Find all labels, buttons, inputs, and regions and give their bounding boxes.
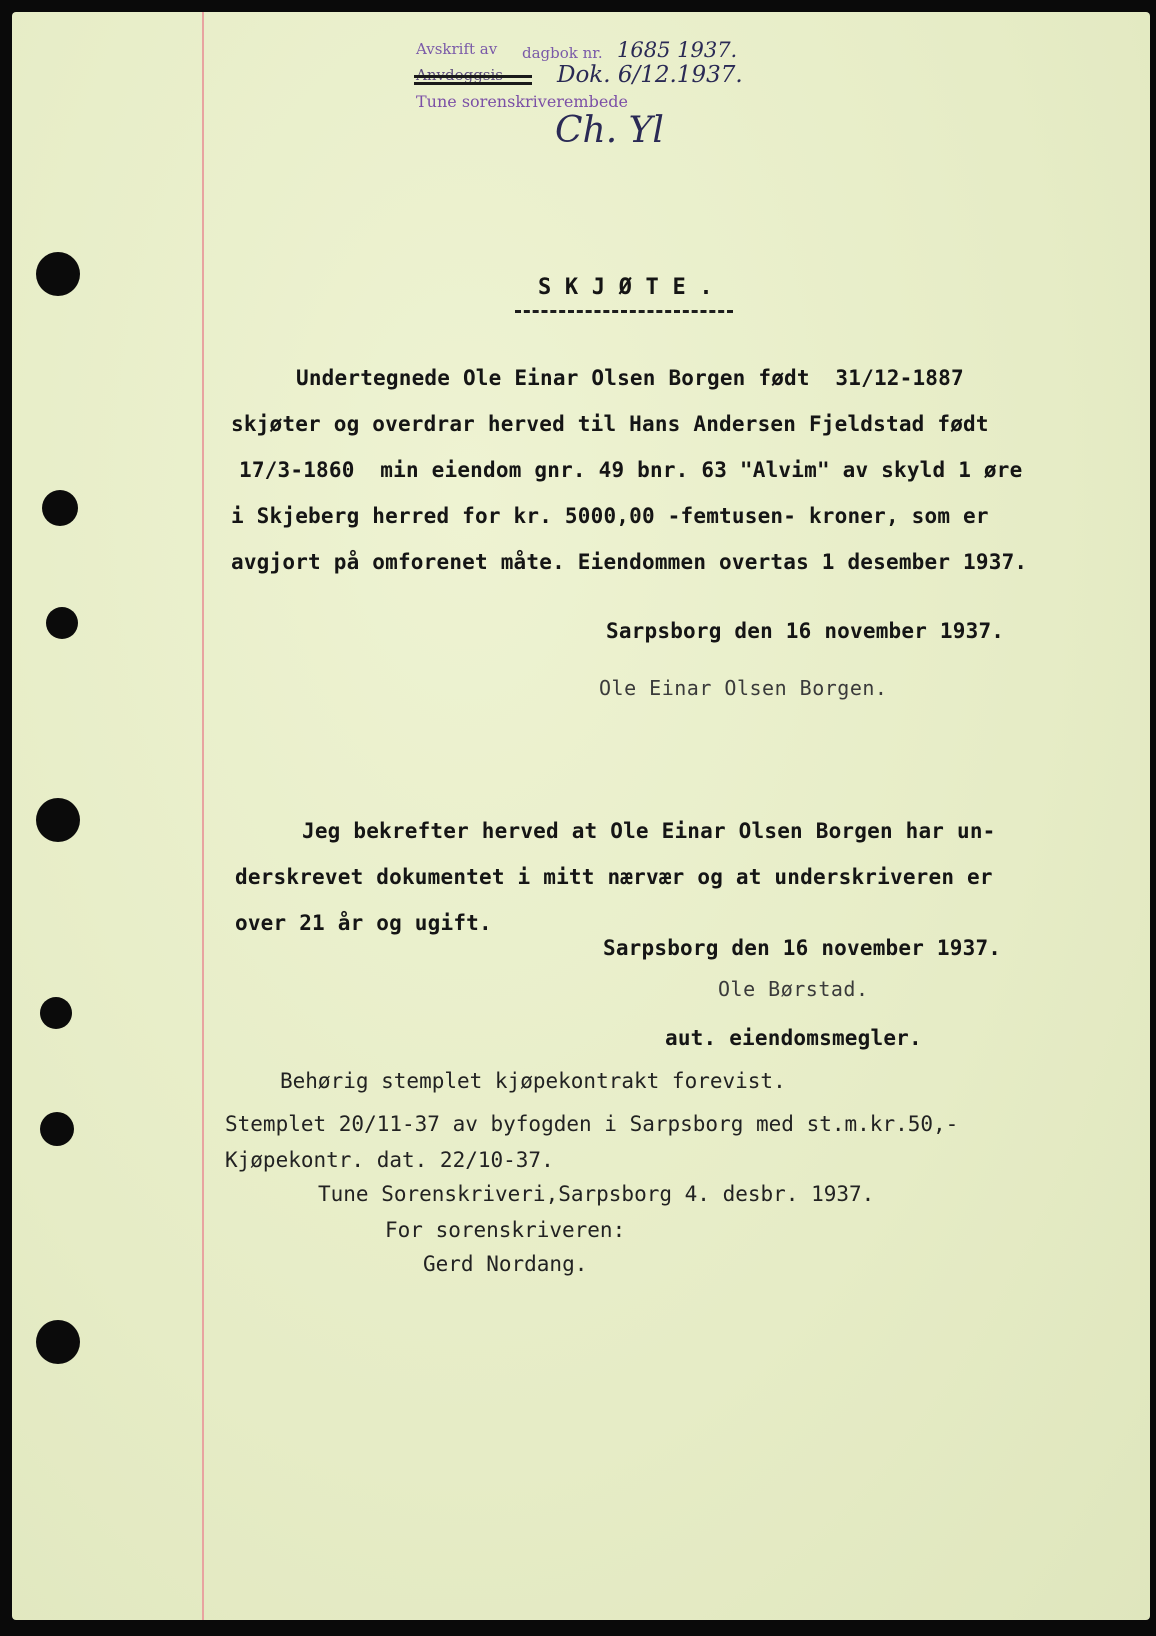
document-title: S K J Ø T E . — [538, 275, 713, 300]
signature-2-title: aut. eiendomsmegler. — [665, 1026, 922, 1050]
punch-hole — [40, 1112, 74, 1146]
stamp-line-1: Avskrift av — [416, 40, 498, 58]
punch-hole — [40, 997, 72, 1029]
strike-through — [414, 75, 532, 78]
place-date-2: Sarpsborg den 16 november 1937. — [603, 936, 1002, 960]
registry-note-line: For sorenskriveren: — [385, 1218, 626, 1242]
registry-note-line: Tune Sorenskriveri,Sarpsborg 4. desbr. 1937. — [318, 1182, 875, 1206]
registry-note-line: Kjøpekontr. dat. 22/10-37. — [225, 1148, 554, 1172]
paragraph-1-line: Undertegnede Ole Einar Olsen Borgen født 31/12-1887 — [296, 366, 964, 390]
signature-2: Ole Børstad. — [718, 977, 869, 1001]
paragraph-2-line: over 21 år og ugift. — [235, 911, 492, 935]
handwritten-dagbok-number: 1685 1937. — [617, 38, 738, 62]
stamp-line-3: Tune sorenskriverembede — [416, 92, 628, 111]
document-page — [12, 12, 1150, 1620]
punch-hole — [36, 798, 80, 842]
punch-hole — [36, 252, 80, 296]
registry-note-line: Gerd Nordang. — [423, 1252, 588, 1276]
registry-note-line: Behørig stemplet kjøpekontrakt forevist. — [280, 1069, 786, 1093]
place-date-1: Sarpsborg den 16 november 1937. — [606, 619, 1005, 643]
punch-hole — [46, 607, 78, 639]
title-underline — [515, 310, 733, 313]
margin-line — [202, 12, 204, 1620]
signature-1: Ole Einar Olsen Borgen. — [599, 676, 888, 700]
paragraph-2-line: derskrevet dokumentet i mitt nærvær og at underskriveren er — [235, 865, 993, 889]
paragraph-2-line: Jeg bekrefter herved at Ole Einar Olsen Borgen har un- — [302, 819, 996, 843]
handwritten-date: Dok. 6/12.1937. — [557, 62, 743, 88]
strike-through — [414, 82, 532, 85]
paragraph-1-line: skjøter og overdrar herved til Hans Andersen Fjeldstad født — [231, 412, 989, 436]
punch-hole — [36, 1320, 80, 1364]
registry-note-line: Stemplet 20/11-37 av byfogden i Sarpsborg med st.m.kr.50,- — [225, 1112, 959, 1136]
paragraph-1-line: i Skjeberg herred for kr. 5000,00 -femtusen- kroner, som er — [231, 504, 989, 528]
paragraph-1-line: 17/3-1860 min eiendom gnr. 49 bnr. 63 "Alvim" av skyld 1 øre — [239, 458, 1023, 482]
handwritten-initials: Ch. Yl — [555, 110, 664, 151]
paragraph-1-line: avgjort på omforenet måte. Eiendommen overtas 1 desember 1937. — [231, 550, 1028, 574]
stamp-line-1b: dagbok nr. — [522, 44, 603, 62]
punch-hole — [42, 490, 78, 526]
